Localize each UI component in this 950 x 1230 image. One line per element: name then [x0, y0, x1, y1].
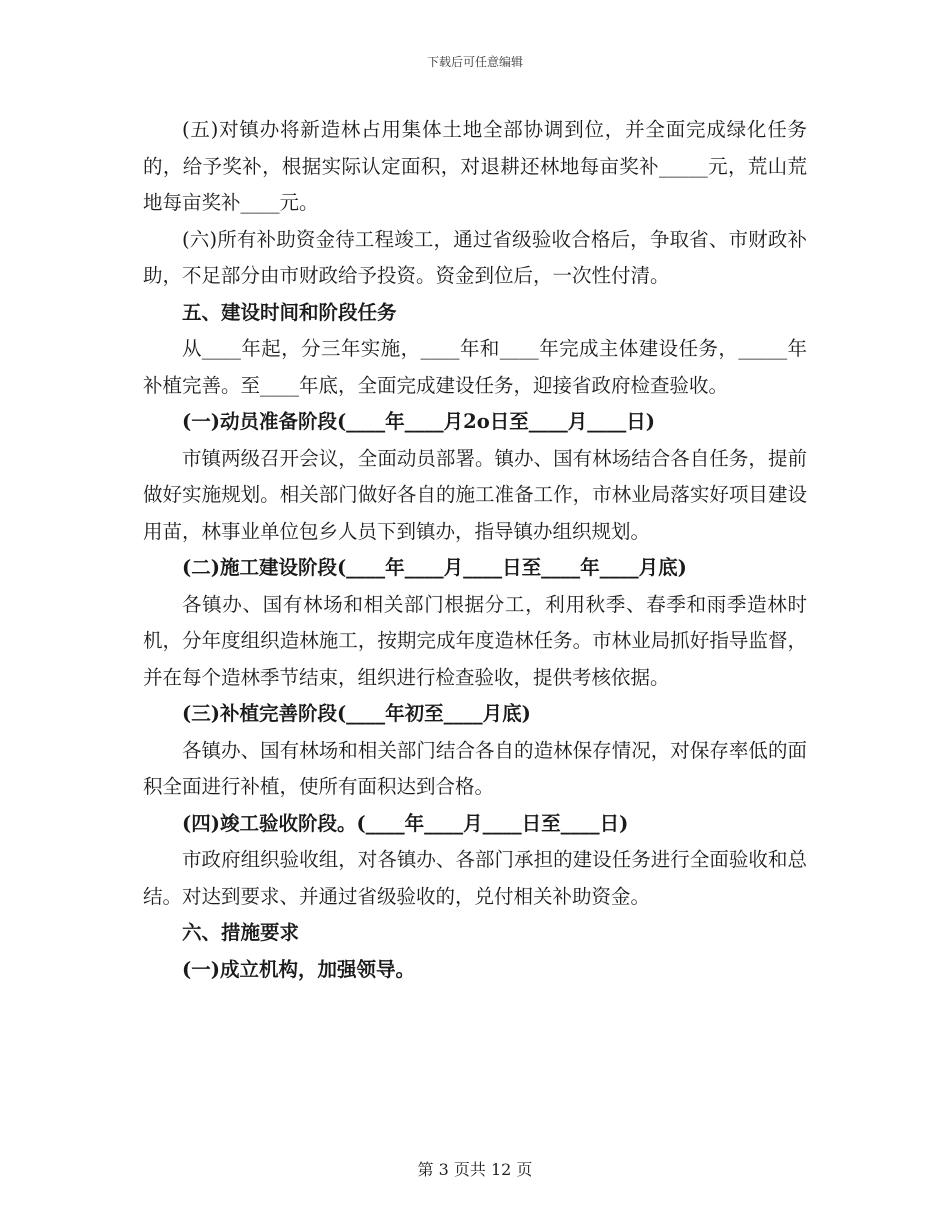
stage-heading-3: (三)补植完善阶段(____年初至____月底) [182, 702, 531, 725]
paragraph-stage-1: 市镇两级召开会议，全面动员部署。镇办、国有林场结合各自任务，提前做好实施规划。相关部门做好各自的施工准备工作，市林业局落实好项目建设用苗，林事业单位包乡人员下到镇办，指导镇办组织规划。 [143, 446, 807, 543]
paragraph-stage-3: 各镇办、国有林场和相关部门结合各自的造林保存情况，对保存率低的面积全面进行补植，使所有面积达到合格。 [143, 738, 807, 798]
stage-heading-4: (四)竣工验收阶段。(____年____月____日至____日) [182, 811, 629, 835]
section-heading-5: 五、建设时间和阶段任务 [182, 300, 397, 324]
paragraph-schedule: 从____年起，分三年实施，____年和____年完成主体建设任务，_____年补植完善。至____年底，全面完成建设任务，迎接省政府检查验收。 [143, 337, 807, 397]
subsection-heading-6-1: (一)成立机构，加强领导。 [182, 957, 415, 981]
section-heading-6: 六、措施要求 [182, 921, 300, 944]
stage-heading-1: (一)动员准备阶段(____年____月2o日至____月____日) [182, 410, 655, 433]
paragraph-stage-2: 各镇办、国有林场和相关部门根据分工，利用秋季、春季和雨季造林时机，分年度组织造林施工，按期完成年度造林任务。市林业局抓好指导监督，并在每个造林季节结束，组织进行检查验收，提供考核依据。 [143, 592, 807, 689]
paragraph-subsidy-6: (六)所有补助资金待工程竣工，通过省级验收合格后，争取省、市财政补助，不足部分由市财政给予投资。资金到位后，一次性付清。 [143, 227, 807, 287]
paragraph-stage-4: 市政府组织验收组，对各镇办、各部门承担的建设任务进行全面验收和总结。对达到要求、并通过省级验收的，兑付相关补助资金。 [143, 848, 807, 908]
paragraph-subsidy-5: (五)对镇办将新造林占用集体土地全部协调到位，并全面完成绿化任务的，给予奖补，根据实际认定面积，对退耕还林地每亩奖补_____元，荒山荒地每亩奖补____元。 [143, 118, 807, 214]
page-number-footer: 第 3 页共 12 页 [417, 1160, 533, 1179]
stage-heading-2: (二)施工建设阶段(____年____月____日至____年____月底) [182, 556, 687, 579]
page-header-note: 下载后可任意编辑 [426, 55, 523, 69]
document-body [143, 112, 807, 988]
